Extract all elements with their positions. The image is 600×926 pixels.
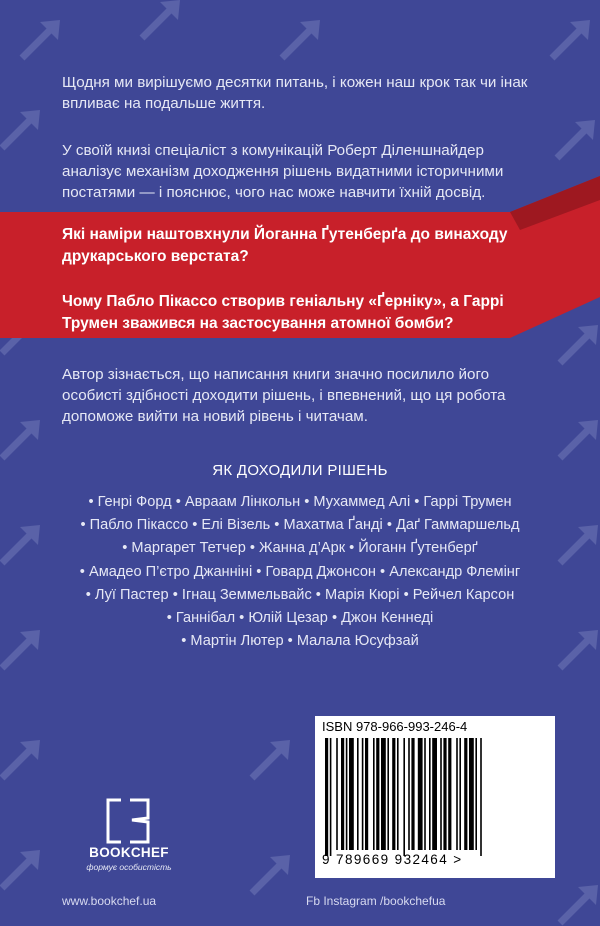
intro-paragraph: Щодня ми вирішуємо десятки питань, і кожен наш крок так чи інак впливає на подальше життя. bbox=[62, 74, 528, 112]
names-heading: ЯК ДОХОДИЛИ РІШЕНЬ bbox=[212, 462, 388, 479]
barcode-bar bbox=[376, 738, 379, 850]
names-row: • Луї Пастер • Ігнац Земмельвайс • Марія Кюрі • Рейчел Карсон bbox=[85, 586, 515, 603]
barcode-bar bbox=[464, 738, 467, 850]
publisher-social: Fb Instagram /bookchefua bbox=[306, 894, 446, 908]
barcode-bar bbox=[365, 738, 368, 850]
barcode-bar bbox=[429, 738, 431, 850]
barcode-bar bbox=[336, 738, 338, 850]
barcode-bar bbox=[480, 738, 482, 856]
author-paragraph: Автор зізнається, що написання книги значно посилило його особисті здібності доходити рішень, і впевнений, що ця робота допоможе вийти на новий рівень і читачам. bbox=[62, 366, 506, 425]
barcode-bar bbox=[341, 738, 344, 850]
barcode-bar bbox=[397, 738, 399, 850]
barcode-bar bbox=[408, 738, 410, 850]
question-picasso-truman: Чому Пабло Пікассо створив геніальну «Ґерніку», а Гаррі Трумен зважився на застосування атомної бомби? bbox=[62, 293, 504, 332]
names-list bbox=[40, 491, 560, 653]
isbn-label: ISBN 978-966-993-246-4 bbox=[322, 719, 468, 734]
barcode-digits: 9 789669 932464 > bbox=[322, 852, 463, 867]
publisher-name: BOOKCHEF bbox=[89, 845, 169, 860]
barcode-bar bbox=[387, 738, 389, 850]
names-row: • Пабло Пікассо • Елі Візель • Махатма Ґанді • Даґ Гаммаршельд bbox=[80, 517, 520, 534]
barcode-bar bbox=[475, 738, 477, 850]
publisher-tagline: формує особистість bbox=[86, 862, 172, 872]
names-row: • Ганнібал • Юлій Цезар • Джон Кеннеді bbox=[166, 610, 434, 627]
names-row: • Маргарет Тетчер • Жанна д’Арк • Йоганн Ґутенберґ bbox=[122, 540, 478, 557]
barcode-bar bbox=[418, 738, 423, 850]
barcode-bar bbox=[440, 738, 442, 850]
barcode-bar bbox=[403, 738, 405, 856]
barcode-bar bbox=[381, 738, 386, 850]
publisher-url: www.bookchef.ua bbox=[62, 894, 157, 908]
barcode-bar bbox=[357, 738, 359, 850]
barcode-bar bbox=[349, 738, 354, 850]
barcode-bar bbox=[362, 738, 364, 850]
barcode-bar bbox=[411, 738, 414, 850]
barcode-bar bbox=[392, 738, 395, 850]
barcode-bar bbox=[448, 738, 451, 850]
barcode-bar bbox=[443, 738, 446, 850]
names-row: • Мартін Лютер • Малала Юсуфзай bbox=[181, 633, 419, 650]
barcode-bar bbox=[469, 738, 474, 850]
barcode-bar bbox=[325, 738, 328, 856]
barcode-bar bbox=[330, 738, 332, 856]
barcode-bar bbox=[373, 738, 375, 850]
description-paragraph: У своїй книзі спеціаліст з комунікацій Роберт Діленшнайдер аналізує механізм доходження рішень видатними історичними постатями — і пояснює, чого нас може навчити їхній досвід. bbox=[62, 142, 504, 201]
names-row: • Амадео П’єтро Джанніні • Говард Джонсон • Александр Флемінг bbox=[79, 563, 521, 580]
barcode-bar bbox=[424, 738, 426, 850]
barcode-bar bbox=[459, 738, 461, 850]
barcode-bar bbox=[456, 738, 458, 850]
barcode-bar bbox=[432, 738, 437, 850]
names-row: • Генрі Форд • Авраам Лінкольн • Мухаммед Алі • Гаррі Трумен bbox=[88, 494, 512, 510]
barcode-bar bbox=[346, 738, 348, 850]
question-gutenberg: Які наміри наштовхнули Йоганна Ґутенберґа до винаходу друкарського верстата? bbox=[62, 226, 508, 265]
